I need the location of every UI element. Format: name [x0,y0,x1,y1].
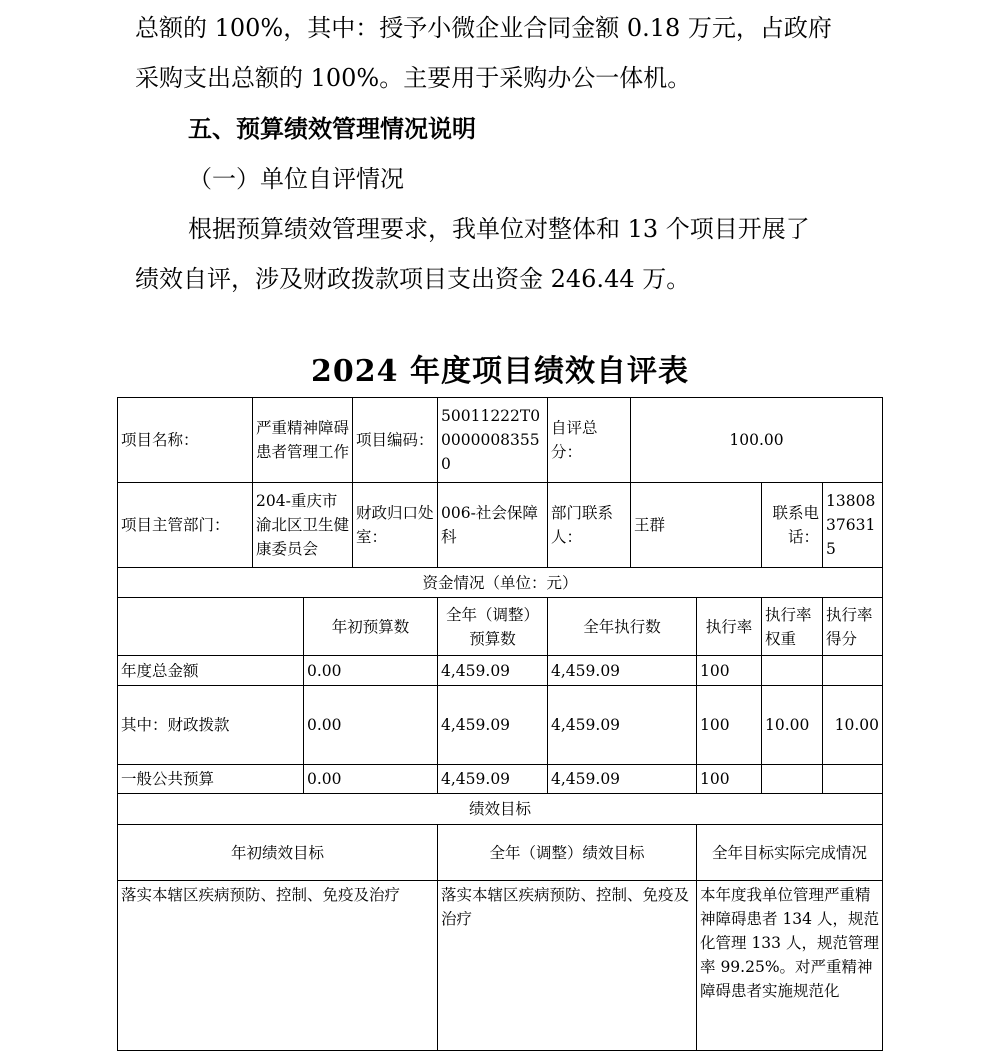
goals-content-row [118,881,883,1051]
header-rate-weight: 执行率权重 [762,598,823,656]
fund-executed: 4,459.09 [548,656,697,686]
adjusted-goal-header: 全年（调整）绩效目标 [438,825,697,881]
project-row-2 [118,483,883,568]
fund-score [823,656,883,686]
funds-header-blank [118,598,304,656]
actual-goal-text: 本年度我单位管理严重精神障碍患者 134 人，规范化管理 133 人，规范管理率 99.25%。对严重精神障碍患者实施规范化 [697,881,883,1051]
self-score-label: 自评总分： [548,398,631,483]
fund-adjusted: 4,459.09 [438,656,548,686]
fund-rate: 100 [697,686,762,765]
fund-row-label: 其中：财政拨款 [118,686,304,765]
fund-executed: 4,459.09 [548,765,697,794]
office-value: 006-社会保障科 [438,483,548,568]
fund-adjusted: 4,459.09 [438,765,548,794]
fund-row-label: 一般公共预算 [118,765,304,794]
fund-score [823,765,883,794]
fund-weight: 10.00 [762,686,823,765]
table-row [118,686,883,765]
fund-initial: 0.00 [304,686,438,765]
initial-goal-header: 年初绩效目标 [118,825,438,881]
subsection-heading: （一）单位自评情况 [188,165,404,193]
dept-value: 204-重庆市渝北区卫生健康委员会 [253,483,353,568]
table-row [118,765,883,794]
funds-header-row [118,598,883,656]
dept-label: 项目主管部门： [118,483,253,568]
project-name-value: 严重精神障碍患者管理工作 [253,398,353,483]
funds-section-title: 资金情况（单位：元） [118,568,883,598]
office-label: 财政归口处室： [353,483,438,568]
section-heading: 五、预算绩效管理情况说明 [188,114,476,143]
fund-initial: 0.00 [304,765,438,794]
evaluation-table [117,397,883,1051]
fund-adjusted: 4,459.09 [438,686,548,765]
project-row-1 [118,398,883,483]
table-title: 2024 年度项目绩效自评表 [311,354,689,389]
paragraph-line-4: 绩效自评，涉及财政拨款项目支出资金 246.44 万。 [135,265,691,293]
paragraph-line-3: 根据预算绩效管理要求，我单位对整体和 13 个项目开展了 [188,215,810,243]
adjusted-goal-text: 落实本辖区疾病预防、控制、免疫及治疗 [438,881,697,1051]
header-rate-score: 执行率得分 [823,598,883,656]
table-row [118,656,883,686]
fund-initial: 0.00 [304,656,438,686]
fund-weight [762,765,823,794]
actual-goal-header: 全年目标实际完成情况 [697,825,883,881]
goals-section-title: 绩效目标 [118,794,883,825]
fund-score: 10.00 [823,686,883,765]
fund-rate: 100 [697,656,762,686]
project-name-label: 项目名称： [118,398,253,483]
contact-label: 部门联系人： [548,483,631,568]
self-score-value: 100.00 [631,398,883,483]
paragraph-line-2: 采购支出总额的 100%。主要用于采购办公一体机。 [135,64,692,92]
initial-goal-text: 落实本辖区疾病预防、控制、免疫及治疗 [118,881,438,1051]
header-adjusted-budget: 全年（调整）预算数 [438,598,548,656]
contact-value: 王群 [631,483,762,568]
funds-title-row [118,568,883,598]
phone-value: 13808376315 [823,483,883,568]
header-executed: 全年执行数 [548,598,697,656]
project-code-value: 50011222T000000083550 [438,398,548,483]
project-code-label: 项目编码： [353,398,438,483]
header-initial-budget: 年初预算数 [304,598,438,656]
fund-row-label: 年度总金额 [118,656,304,686]
fund-rate: 100 [697,765,762,794]
goals-header-row [118,825,883,881]
phone-label: 联系电话： [762,483,823,568]
goals-title-row [118,794,883,825]
fund-executed: 4,459.09 [548,686,697,765]
paragraph-line-1: 总额的 100%，其中：授予小微企业合同金额 0.18 万元，占政府 [135,14,832,42]
fund-weight [762,656,823,686]
header-exec-rate: 执行率 [697,598,762,656]
